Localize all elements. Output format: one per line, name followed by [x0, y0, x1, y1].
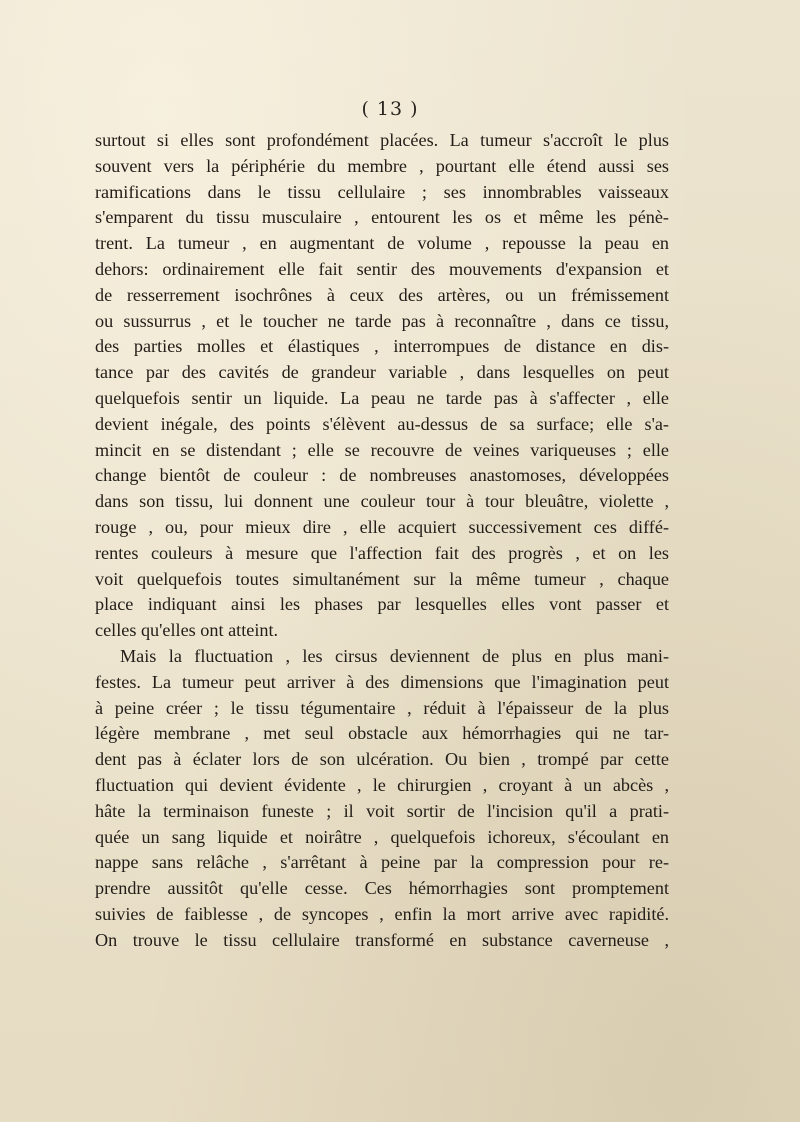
- text-line: ou sussurrus , et le toucher ne tarde pas à reconnaître , dans ce tissu,: [95, 310, 669, 331]
- text-line: prendre aussitôt qu'elle cesse. Ces hémorrhagies sont promptement: [95, 878, 669, 899]
- text-line: dent pas à éclater lors de son ulcération. Ou bien , trompé par cette: [95, 749, 669, 770]
- text-line: Mais la fluctuation , les cirsus deviennent de plus en plus mani-: [120, 645, 669, 666]
- text-line: dehors: ordinairement elle fait sentir des mouvements d'expansion et: [95, 258, 669, 279]
- text-line: mincit en se distendant ; elle se recouvre de veines variqueuses ; elle: [95, 439, 669, 460]
- text-line: ramifications dans le tissu cellulaire ; ses innombrables vaisseaux: [95, 181, 669, 202]
- text-line: fluctuation qui devient évidente , le chirurgien , croyant à un abcès ,: [95, 774, 669, 795]
- text-line: tance par des cavités de grandeur variable , dans lesquelles on peut: [95, 362, 669, 383]
- text-line: devient inégale, des points s'élèvent au-dessus de sa surface; elle s'a-: [95, 413, 669, 434]
- text-line: dans son tissu, lui donnent une couleur tour à tour bleuâtre, violette ,: [95, 491, 669, 512]
- text-line: celles qu'elles ont atteint.: [95, 620, 279, 641]
- text-line: de resserrement isochrônes à ceux des artères, ou un frémissement: [95, 284, 669, 305]
- text-line: suivies de faiblesse , de syncopes , enfin la mort arrive avec rapidité.: [95, 903, 669, 924]
- text-line: nappe sans relâche , s'arrêtant à peine par la compression pour re-: [95, 852, 669, 873]
- text-line: place indiquant ainsi les phases par lesquelles elles vont passer et: [95, 594, 669, 615]
- text-line: légère membrane , met seul obstacle aux hémorrhagies qui ne tar-: [95, 723, 669, 744]
- text-line: à peine créer ; le tissu tégumentaire , réduit à l'épaisseur de la plus: [95, 697, 669, 718]
- text-line: des parties molles et élastiques , interrompues de distance en dis-: [95, 336, 669, 357]
- page-number: ( 13 ): [361, 98, 419, 120]
- text-line: trent. La tumeur , en augmentant de volume , repousse la peau en: [95, 233, 669, 254]
- text-line: rentes couleurs à mesure que l'affection fait des progrès , et on les: [95, 542, 669, 563]
- text-line: s'emparent du tissu musculaire , entourent les os et même les pénè-: [95, 207, 669, 228]
- text-line: change bientôt de couleur : de nombreuses anastomoses, développées: [95, 465, 669, 486]
- text-line: festes. La tumeur peut arriver à des dimensions que l'imagination peut: [95, 671, 669, 692]
- text-line: souvent vers la périphérie du membre , pourtant elle étend aussi ses: [95, 155, 669, 176]
- text-line: voit quelquefois toutes simultanément sur la même tumeur , chaque: [95, 568, 669, 589]
- page-body-text: [95, 128, 669, 954]
- text-line: surtout si elles sont profondément placées. La tumeur s'accroît le plus: [95, 130, 669, 150]
- text-line: quée un sang liquide et noirâtre , quelquefois ichoreux, s'écoulant en: [95, 826, 669, 847]
- text-line: hâte la terminaison funeste ; il voit sortir de l'incision qu'il a prati-: [95, 800, 669, 821]
- text-line: quelquefois sentir un liquide. La peau ne tarde pas à s'affecter , elle: [95, 387, 669, 408]
- text-line: On trouve le tissu cellulaire transformé en substance caverneuse ,: [95, 929, 669, 950]
- text-line: rouge , ou, pour mieux dire , elle acquiert successivement ces diffé-: [95, 516, 669, 537]
